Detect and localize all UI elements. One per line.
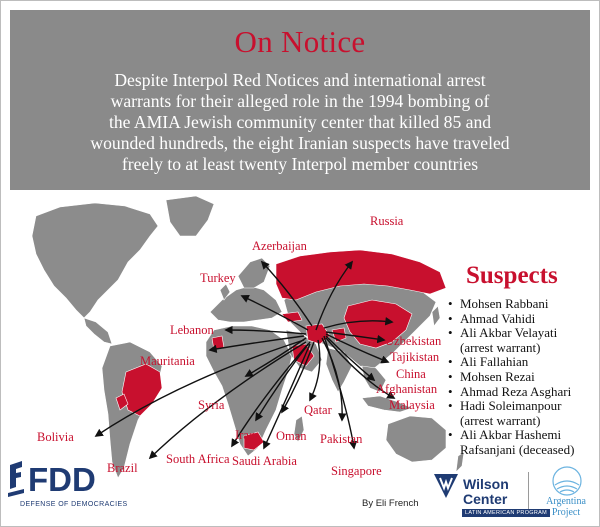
label-azerbaijan: Azerbaijan [252,239,307,253]
list-item: • Ahmad Reza Asghari [443,385,600,400]
fdd-wordmark: FDD [28,461,96,498]
intro-text [62,70,538,175]
scandinavia [238,258,270,288]
wilson-program-label: LATIN AMERICAN PROGRAM [462,509,550,517]
label-afghanistan: Afghanistan [376,382,438,396]
intro-line: warrants for their alleged role in the 1994 bombing of [110,91,490,111]
wilson-line-2: Center [463,491,508,507]
argentina-line-1: Argentina [546,496,586,507]
list-item: • Mohsen Rabbani [443,297,600,312]
label-south-africa: South Africa [166,452,230,466]
label-oman: Oman [276,429,307,443]
list-item: • Ahmad Vahidi [443,312,600,327]
label-turkey: Turkey [200,271,236,285]
author-credit: By Eli French [362,498,419,509]
label-russia: Russia [370,214,404,228]
wilson-center-name [463,477,509,507]
greenland [166,196,214,236]
label-syria: Syria [198,398,225,412]
list-item-note: (arrest warrant) [460,412,541,428]
label-malaysia: Malaysia [389,398,435,412]
label-pakistan: Pakistan [320,432,363,446]
suspects-heading: Suspects [466,262,558,289]
list-item-note: Rafsanjani (deceased) [460,441,575,457]
north-america [32,203,158,318]
list-item: • Ali Akbar Velayati [443,326,600,341]
intro-line: wounded hundreds, the eight Iranian suspects have traveled [90,133,510,153]
label-singapore: Singapore [331,464,382,478]
label-china: China [396,367,426,381]
australia [386,416,446,462]
central-america [84,318,112,344]
label-tajikistan: Tajikistan [390,350,440,364]
label-lebanon: Lebanon [170,323,214,337]
label-mauritania: Mauritania [140,354,195,368]
label-iraq: Iraq [235,428,256,442]
suspects-list [443,297,600,458]
label-uzbekistan: Uzbekistan [385,334,442,348]
label-brazil: Brazil [107,461,138,475]
list-item: • Hadi Soleimanpour [443,399,600,414]
intro-line: freely to at least twenty Interpol member countries [121,154,479,174]
label-saudi-arabia: Saudi Arabia [232,454,297,468]
label-bolivia: Bolivia [37,430,74,444]
list-item-note: (arrest warrant) [460,339,541,355]
page-title: On Notice [234,24,366,59]
list-item: • Ali Akbar Hashemi [443,428,600,443]
fdd-subtitle: DEFENSE OF DEMOCRACIES [20,501,128,508]
intro-line: the AMIA Jewish community center that killed 85 and [108,112,492,132]
wilson-line-1: Wilson [463,476,509,492]
list-item: • Mohsen Rezai [443,370,600,385]
intro-line: Despite Interpol Red Notices and international arrest [114,70,486,90]
list-item: • Ali Fallahian [443,355,600,370]
argentina-line-2: Project [551,507,581,518]
label-qatar: Qatar [304,403,332,417]
